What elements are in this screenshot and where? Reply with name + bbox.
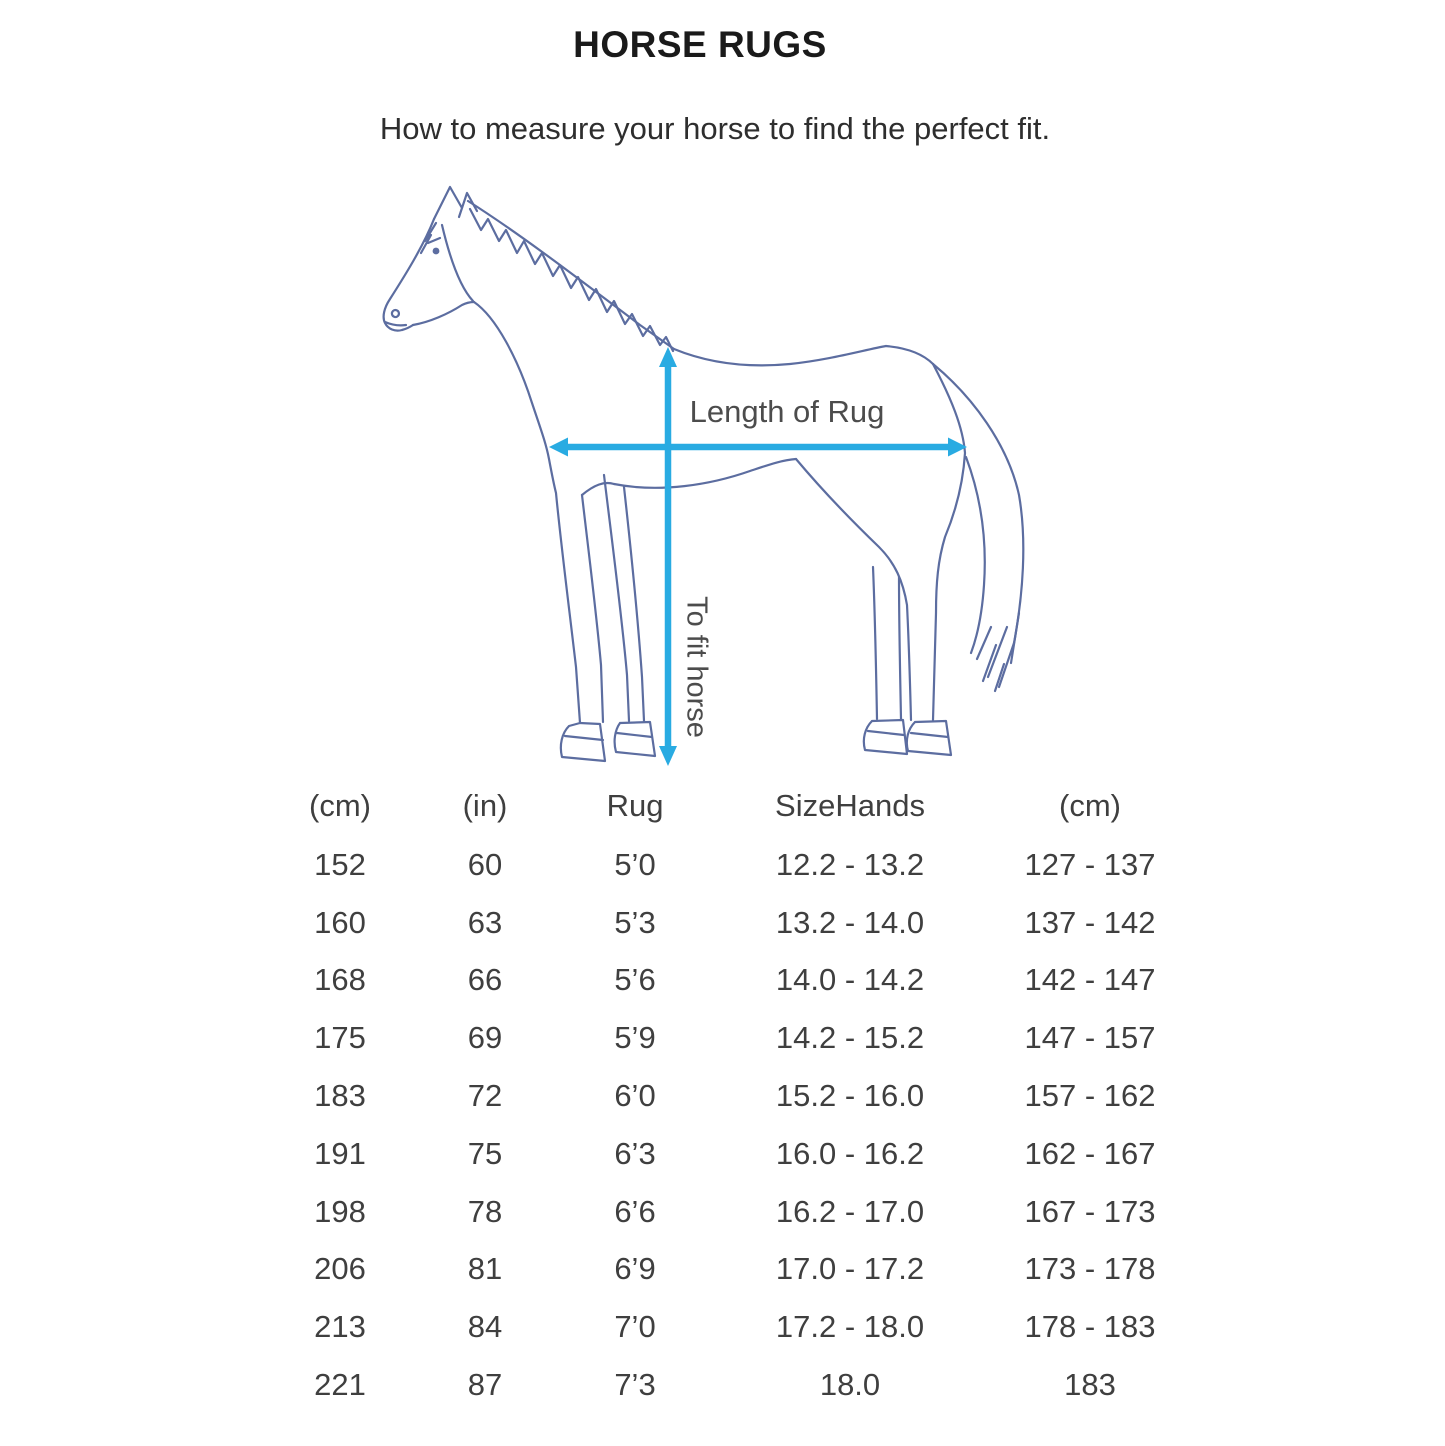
column-header: (cm) [1059,788,1121,823]
table-cell: 191 [314,1135,366,1171]
table-cell: 63 [467,904,503,940]
table-cell: 78 [467,1193,503,1229]
table-cell: 5’6 [614,962,656,998]
table-cell: 17.0 - 17.2 [775,1251,925,1287]
size-table [270,776,1190,1414]
column-header: (in) [462,788,508,823]
fit-arrow-label: To fit horse [680,596,713,738]
page-title: HORSE RUGS [573,24,827,65]
table-cell: 198 [314,1193,366,1229]
table-cell: 5’3 [614,904,656,940]
column-header: Rug [606,788,664,823]
horse-outline-illustration [370,175,1070,785]
table-cell: 6’6 [614,1193,656,1229]
table-cell: 213 [314,1309,366,1345]
measurement-diagram [370,175,1070,785]
table-cell: 16.0 - 16.2 [775,1135,925,1171]
table-cell: 206 [314,1251,366,1287]
table-cell: 6’9 [614,1251,656,1287]
table-cell: 178 - 183 [1024,1309,1156,1345]
table-cell: 221 [314,1367,366,1403]
table-cell: 168 [314,962,366,998]
table-cell: 18.0 [819,1367,881,1403]
table-cell: 183 [1064,1367,1116,1403]
table-cell: 60 [467,846,503,882]
table-cell: 167 - 173 [1024,1193,1156,1229]
table-cell: 147 - 157 [1024,1020,1156,1056]
table-cell: 6’3 [614,1135,656,1171]
table-cell: 7’3 [614,1367,656,1403]
table-cell: 84 [467,1309,503,1345]
table-cell: 137 - 142 [1024,904,1156,940]
table-cell: 87 [467,1367,503,1403]
page-subtitle: How to measure your horse to find the perfect fit. [379,111,1051,146]
table-cell: 81 [467,1251,503,1287]
table-cell: 14.2 - 15.2 [775,1020,925,1056]
table-cell: 127 - 137 [1024,846,1156,882]
table-cell: 5’0 [614,846,656,882]
table-cell: 173 - 178 [1024,1251,1156,1287]
table-cell: 6’0 [614,1078,656,1114]
table-cell: 142 - 147 [1024,962,1156,998]
table-cell: 7’0 [614,1309,656,1345]
table-cell: 12.2 - 13.2 [775,846,925,882]
table-cell: 162 - 167 [1024,1135,1156,1171]
table-cell: 13.2 - 14.0 [775,904,925,940]
length-arrow [549,438,967,457]
table-cell: 15.2 - 16.0 [775,1078,925,1114]
table-cell: 152 [314,846,366,882]
table-cell: 75 [467,1135,503,1171]
table-cell: 72 [467,1078,503,1114]
column-header: (cm) [309,788,371,823]
column-header: SizeHands [775,788,925,823]
table-cell: 175 [314,1020,366,1056]
horse-eye [433,248,440,255]
table-cell: 160 [314,904,366,940]
table-cell: 157 - 162 [1024,1078,1156,1114]
table-cell: 69 [467,1020,503,1056]
table-cell: 17.2 - 18.0 [775,1309,925,1345]
table-cell: 16.2 - 17.0 [775,1193,925,1229]
table-cell: 14.0 - 14.2 [775,962,925,998]
length-arrow-label: Length of Rug [689,394,885,429]
fit-arrow [659,347,677,766]
table-cell: 66 [467,962,503,998]
table-cell: 5’9 [614,1020,656,1056]
table-cell: 183 [314,1078,366,1114]
